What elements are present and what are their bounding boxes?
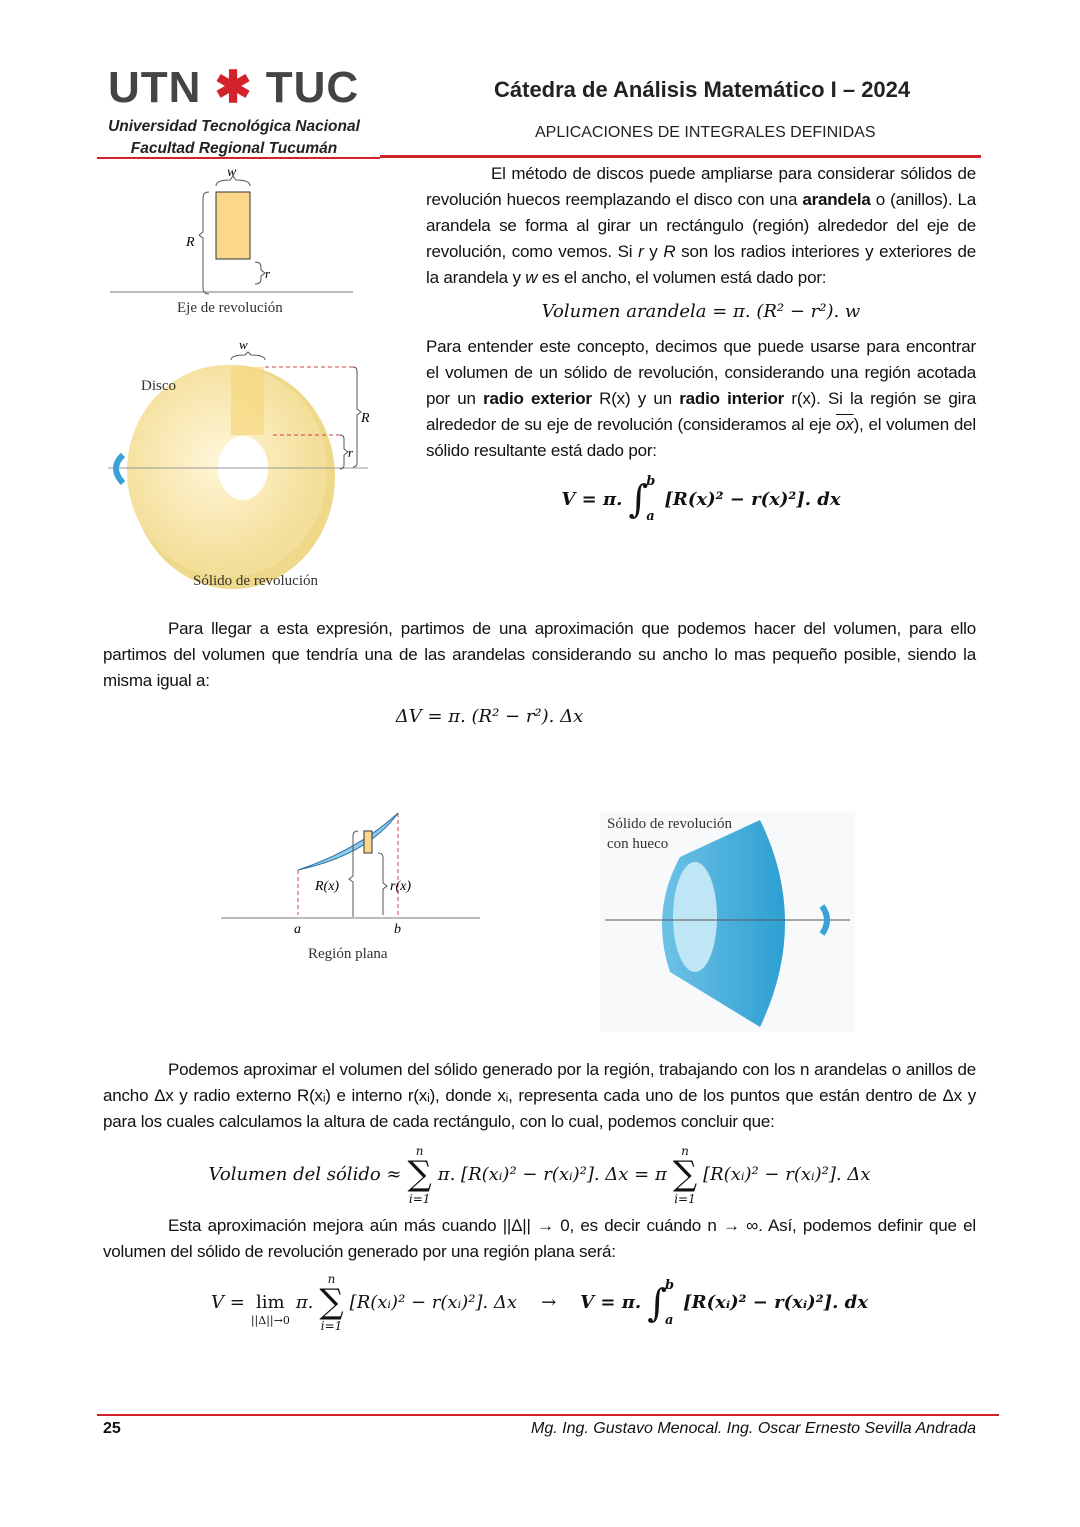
text-formula2-upper: b [646,474,656,489]
text-para2-axis: $\overline{ox}$ [836,415,854,434]
formula-limit-definition: V = lim ||Δ||→0 π. n ∑ i=1 [R(xᵢ)² − r(xᵢ)²]. Δx → V = π. ∫ b a [R(xᵢ)² − r(xᵢ)²]. dx [211,1271,868,1334]
text-formula5-rhs_lhs: V = π. [580,1292,642,1314]
text-para1-t4: son los radios interiores y exteriores de la arandela y [426,242,977,287]
text-formula5-sum: [R(xᵢ)² − r(xᵢ)²]. Δx [349,1292,518,1314]
footer-divider [97,1414,999,1416]
text-formula4-sum2: [R(xᵢ)² − r(xᵢ)²]. Δx [703,1164,871,1186]
integral-sign: ∫ [628,477,649,521]
text-formula5-lower: a [665,1312,674,1328]
text-para2-t1: Para entender este concepto, decimos que puede usarse para encontrar el volumen de un sólido de revolución, considerando una región acotada por un [426,337,976,408]
text-para2-b2: radio interior [679,389,785,408]
text-formula5-pi: π. [295,1292,314,1314]
text-formula5-rhs_body: [R(xᵢ)² − r(xᵢ)²]. dx [683,1292,868,1314]
right-column [426,161,976,524]
b-label: b [394,922,401,937]
hollow-solid-figure [600,812,855,1032]
rotation-arrow-icon [116,455,123,483]
R-label: R [186,235,195,250]
text-para5: Esta aproximación mejora aún más cuando ||Δ|| → 0, es decir cuándo n → ∞. Así, podemos definir que el volumen del sólido de revolución generado por una región plana será: [103,1215,976,1261]
text-para1-r: r [638,242,644,261]
Rx-label: R(x) [315,879,340,894]
logo-text-right: TUC [265,63,360,112]
plane-region-figure [218,805,488,965]
r-label: r [348,445,354,460]
text-formula4-sum1: π. [R(xᵢ)² − r(xᵢ)²]. Δx = π [437,1164,667,1186]
text-formula5-top: n [327,1271,336,1286]
R-label: R [361,411,370,426]
text-para2-t2: R(x) y un [591,389,680,408]
text-formula5-upper: b [665,1277,675,1293]
text-para3: Para llegar a esta expresión, partimos de una aproximación que podemos hacer del volumen, para ello partimos del volumen que tendría una de las arandelas considerando su ancho lo mas pequeño posible, siendo la misma igual a: [103,619,976,690]
disco-label: Disco [141,378,176,394]
paragraph-washer-intro [426,161,976,291]
text-formula5-arrow: → [541,1292,557,1314]
formula-riemann-sum: Volumen del sólido ≈ n ∑ i=1 π. [R(xᵢ)² − r(xᵢ)²]. Δx = π n ∑ i=1 [R(xᵢ)² − r(xᵢ)²]. Δx [208,1144,871,1206]
rx-label: r(x) [390,879,411,894]
text-para4: Podemos aproximar el volumen del sólido generado por la región, trabajando con los n arandelas o anillos de ancho Δx y radio externo R(xᵢ) e interno r(xᵢ), donde xᵢ, representa cada uno de los puntos que están dentro de Δx y para los cuales calculamos la altura de cada rectángulo, con lo cual, podemos concluir que: [103,1060,976,1131]
utn-logo [108,62,359,113]
text-formula5-lhs: V = [211,1292,245,1314]
text-para1-t2: o (anillos). La arandela se forma al girar un rectángulo (región) alrededor del eje de revolución, como vemos. Si [426,190,976,261]
w-label: w [239,337,248,352]
r-label: r [265,266,271,281]
paragraph-approximation [103,616,976,694]
text-formula2-lower: a [646,509,655,524]
text-para1-t3: y [643,242,664,261]
university: Universidad Tecnológica Nacional [108,118,360,135]
middle-section [103,616,976,727]
paragraph-limit [103,1213,976,1265]
fig4-caption-1: Sólido de revolución [607,816,732,832]
fig2-caption: Sólido de revolución [193,573,318,589]
text-para2-t3: r(x). Si la región se gira alrededor de su eje de revolución (consideramos al eje [426,389,976,434]
fig4-caption-2: con hueco [607,836,669,852]
university-name [104,116,364,160]
text-formula2-lhs: V = π. [561,488,623,510]
formula-delta-volume-text: ΔV = π. (R² − r²). Δx [395,706,584,727]
course-title: Cátedra de Análisis Matemático I – 2024 [494,77,911,102]
header-divider-right [380,155,981,158]
text-formula2-body: [R(x)² − r(x)²]. dx [664,488,841,510]
lower-section [103,1057,976,1332]
text-formula4-bottom: i=1 [408,1191,431,1206]
text-formula4-top: n [681,1144,689,1158]
text-formula4-bottom: i=1 [674,1191,696,1206]
logo-text-left: UTN [108,63,202,112]
w-label: w [227,165,237,180]
star-icon: ✱ [214,63,253,112]
text-formula4-lhs: Volumen del sólido ≈ [208,1164,402,1186]
footer-authors: Mg. Ing. Gustavo Menocal. Ing. Oscar Ernesto Sevilla Andrada [531,1420,976,1437]
text-para1-b1: arandela [802,190,871,209]
paragraph-concept [426,334,976,464]
text-formula5-bottom: i=1 [320,1319,343,1334]
text-para2-b1: radio exterior [483,389,592,408]
text-para1-t5: es el ancho, el volumen está dado por: [537,268,827,287]
fig1-caption: Eje de revolución [177,300,283,316]
text-formula5-lim_sub: ||Δ||→0 [250,1313,290,1327]
text-para1-w: w [525,268,538,287]
text-para1-R: R [663,242,676,261]
washer-rectangle-figure [105,162,360,317]
washer-solid-figure [103,335,373,595]
page-number: 25 [103,1420,121,1437]
formula-washer-volume [426,301,976,322]
text-para2-t4: ), el volumen del sólido resultante está dado por: [426,415,977,460]
paragraph-riemann [103,1057,976,1135]
faculty: Facultad Regional Tucumán [130,140,338,157]
topic-title: APLICACIONES DE INTEGRALES DEFINIDAS [535,124,876,141]
formula-washer-volume-text: Volumen arandela = π. (R² − r²). w [541,301,861,322]
a-label: a [294,922,301,937]
text-formula5-lim: lim [256,1291,285,1313]
formula-delta-volume [3,706,976,727]
text-formula4-top: n [415,1144,424,1158]
header-divider-left [97,157,380,159]
fig3-caption: Región plana [308,946,388,962]
text-para1-t1: El método de discos puede ampliarse para considerar sólidos de revolución huecos reemplazando el disco con una [426,164,976,209]
formula-integral [426,474,976,524]
